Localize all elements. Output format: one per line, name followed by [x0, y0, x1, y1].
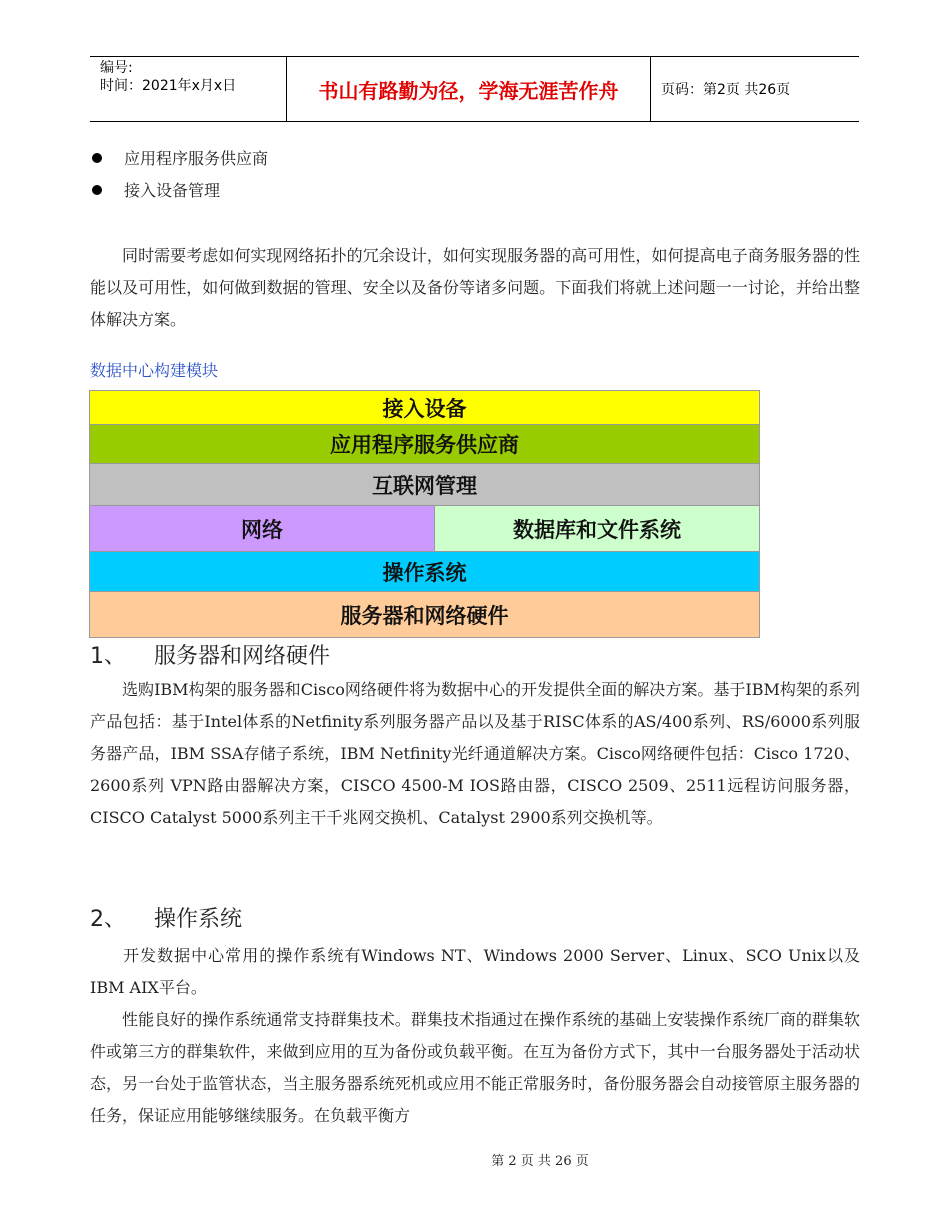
section-number: 2、	[90, 906, 126, 932]
bullet-item	[90, 178, 220, 201]
bullet-text: 应用程序服务供应商	[124, 149, 269, 168]
header-meta	[90, 57, 286, 121]
page-header	[90, 56, 859, 122]
layer-label: 操作系统	[382, 560, 467, 585]
bullet-dot-icon	[92, 185, 102, 195]
layer-label: 应用程序服务供应商	[330, 433, 519, 457]
section-title: 服务器和网络硬件	[154, 643, 331, 669]
layer-label: 服务器和网络硬件	[340, 603, 509, 628]
layer-asp	[89, 424, 760, 464]
bullet-dot-icon	[92, 153, 102, 163]
section-heading	[90, 638, 330, 670]
section-title: 操作系统	[154, 906, 243, 932]
header-motto: 书山有路勤为径，学海无涯苦作舟	[286, 57, 651, 121]
section-paragraph	[90, 1004, 860, 1132]
section-number: 1、	[90, 643, 126, 669]
paragraph-text: 性能良好的操作系统通常支持群集技术。群集技术指通过在操作系统的基础上安装操作系统厂商的群集软件或第三方的群集软件，来做到应用的互为备份或负载平衡。在互为备份方式下，其中一台服务器处于活动状态，另一台处于监管状态，当主服务器系统死机或应用不能正常服务时，备份服务器会自动接管原主服务器的任务，保证应用能够继续服务。在负载平衡方	[90, 1010, 860, 1125]
layer-database-filesystem	[434, 505, 760, 552]
number-label: 编号:	[100, 60, 133, 76]
layer-label: 网络	[241, 517, 283, 542]
layer-operating-system	[89, 551, 760, 592]
section-paragraph	[90, 940, 860, 1004]
page-footer: 第 2 页 共 26 页	[491, 1154, 589, 1169]
layer-label: 数据库和文件系统	[513, 517, 681, 542]
layer-label: 互联网管理	[372, 473, 477, 498]
paragraph-text: 选购IBM构架的服务器和Cisco网络硬件将为数据中心的开发提供全面的解决方案。基于IBM构架的系列产品包括：基于Intel体系的Netfinity系列服务器产品以及基于RISC体系的AS/400系列、RS/6000系列服务器产品，IBM SSA存储子系统，IBM Netfinity光纤通道解决方案。Cisco网络硬件包括：Cisco 1720、2600系列 VPN路由器解决方案，CISCO 4500-M IOS路由器，CISCO 2509、2511远程访问服务器，CISCO Catalyst 5000系列主干千兆网交换机、Catalyst 2900系列交换机等。	[90, 680, 860, 827]
paragraph-text: 开发数据中心常用的操作系统有Windows NT、Windows 2000 Server、Linux、SCO Unix以及IBM AIX平台。	[90, 946, 860, 997]
bullet-text: 接入设备管理	[124, 181, 221, 200]
layer-label: 接入设备	[382, 396, 467, 421]
time-label: 时间：2021年x月x日	[100, 78, 237, 94]
layer-access-devices	[89, 390, 760, 425]
bullet-item	[90, 146, 268, 169]
intro-paragraph	[90, 240, 860, 336]
layer-hardware	[89, 591, 760, 638]
intro-text: 同时需要考虑如何实现网络拓扑的冗余设计，如何实现服务器的高可用性，如何提高电子商务服务器的性能以及可用性，如何做到数据的管理、安全以及备份等诸多问题。下面我们将就上述问题一一讨论，并给出整体解决方案。	[90, 246, 860, 329]
diagram-caption: 数据中心构建模块	[90, 361, 219, 380]
layer-network	[89, 505, 435, 552]
header-page-info: 页码：第2页 共26页	[661, 82, 791, 98]
section-heading	[90, 900, 242, 934]
section-paragraph	[90, 674, 860, 834]
layer-internet-management	[89, 463, 760, 506]
